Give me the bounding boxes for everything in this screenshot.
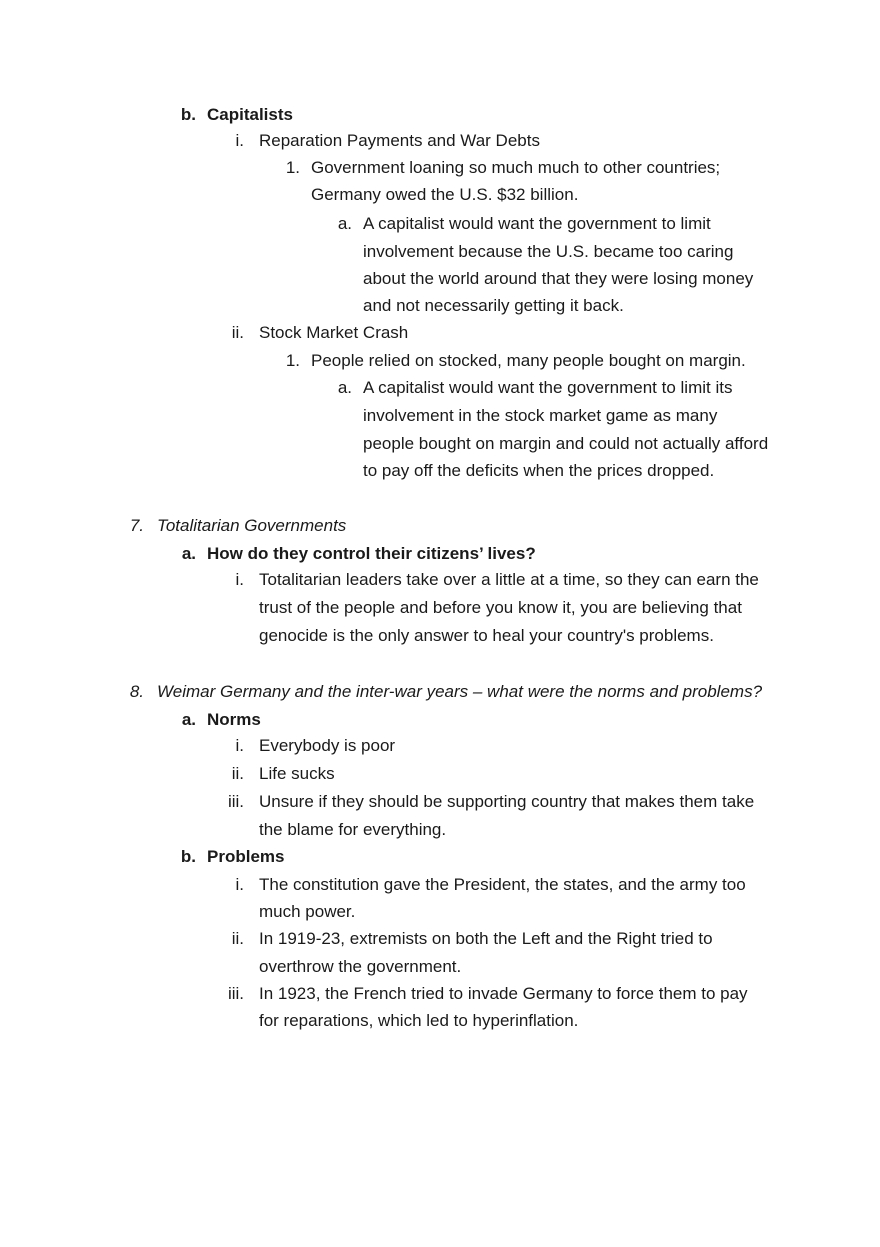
list-marker: 1.: [285, 158, 300, 177]
text-line: involvement in the stock market game as many: [363, 406, 718, 425]
list-marker: i.: [235, 875, 244, 894]
text-line: to pay off the deficits when the prices dropped.: [363, 461, 715, 480]
subtopic-stock-market-crash: Stock Market Crash: [259, 323, 409, 342]
section-title-totalitarian: Totalitarian Governments: [157, 516, 347, 535]
text-line: genocide is the only answer to heal your country's problems.: [259, 626, 714, 645]
list-marker: iii.: [227, 792, 244, 811]
list-marker: 1.: [285, 351, 300, 370]
text-line: much power.: [259, 902, 356, 921]
list-marker: a.: [181, 710, 196, 729]
list-marker: 7.: [129, 516, 144, 535]
text-line: A capitalist would want the government to limit: [363, 214, 711, 233]
text-line: The constitution gave the President, the states, and the army too: [259, 875, 746, 894]
section-heading-capitalists: Capitalists: [207, 105, 293, 124]
text-line: Everybody is poor: [259, 736, 396, 755]
text-line: people bought on margin and could not actually afford: [363, 434, 769, 453]
text-line: In 1919-23, extremists on both the Left and the Right tried to: [259, 929, 713, 948]
list-marker: iii.: [227, 984, 244, 1003]
text-line: A capitalist would want the government to limit its: [363, 378, 733, 397]
list-marker: a.: [337, 378, 352, 397]
list-marker: ii.: [231, 764, 244, 783]
section-heading-norms: Norms: [207, 710, 261, 729]
text-line: involvement because the U.S. became too caring: [363, 242, 734, 261]
text-line: trust of the people and before you know it, you are believing that: [259, 598, 742, 617]
text-line: Unsure if they should be supporting country that makes them take: [259, 792, 755, 811]
text-line: for reparations, which led to hyperinflation.: [259, 1011, 579, 1030]
list-marker: ii.: [231, 929, 244, 948]
subtopic-reparation: Reparation Payments and War Debts: [259, 131, 540, 150]
list-marker: i.: [235, 736, 244, 755]
list-marker: a.: [337, 214, 352, 233]
list-marker: i.: [235, 570, 244, 589]
section-heading-problems: Problems: [207, 847, 285, 866]
text-line: Germany owed the U.S. $32 billion.: [311, 185, 579, 204]
text-line: People relied on stocked, many people bought on margin.: [311, 351, 746, 370]
text-line: In 1923, the French tried to invade Germany to force them to pay: [259, 984, 748, 1003]
text-line: Life sucks: [259, 764, 335, 783]
list-marker: 8.: [129, 682, 144, 701]
list-marker: i.: [235, 131, 244, 150]
list-marker: b.: [180, 105, 196, 124]
text-line: the blame for everything.: [259, 820, 447, 839]
section-title-weimar: Weimar Germany and the inter-war years – what were the norms and problems?: [157, 682, 763, 701]
list-marker: ii.: [231, 323, 244, 342]
text-line: Totalitarian leaders take over a little at a time, so they can earn the: [259, 570, 759, 589]
text-line: about the world around that they were losing money: [363, 269, 754, 288]
list-marker: a.: [181, 544, 196, 563]
text-line: and not necessarily getting it back.: [363, 296, 624, 315]
list-marker: b.: [180, 847, 196, 866]
text-line: overthrow the government.: [259, 957, 462, 976]
text-line: Government loaning so much much to other countries;: [311, 158, 721, 177]
section-heading-control: How do they control their citizens’ lives?: [207, 544, 536, 563]
